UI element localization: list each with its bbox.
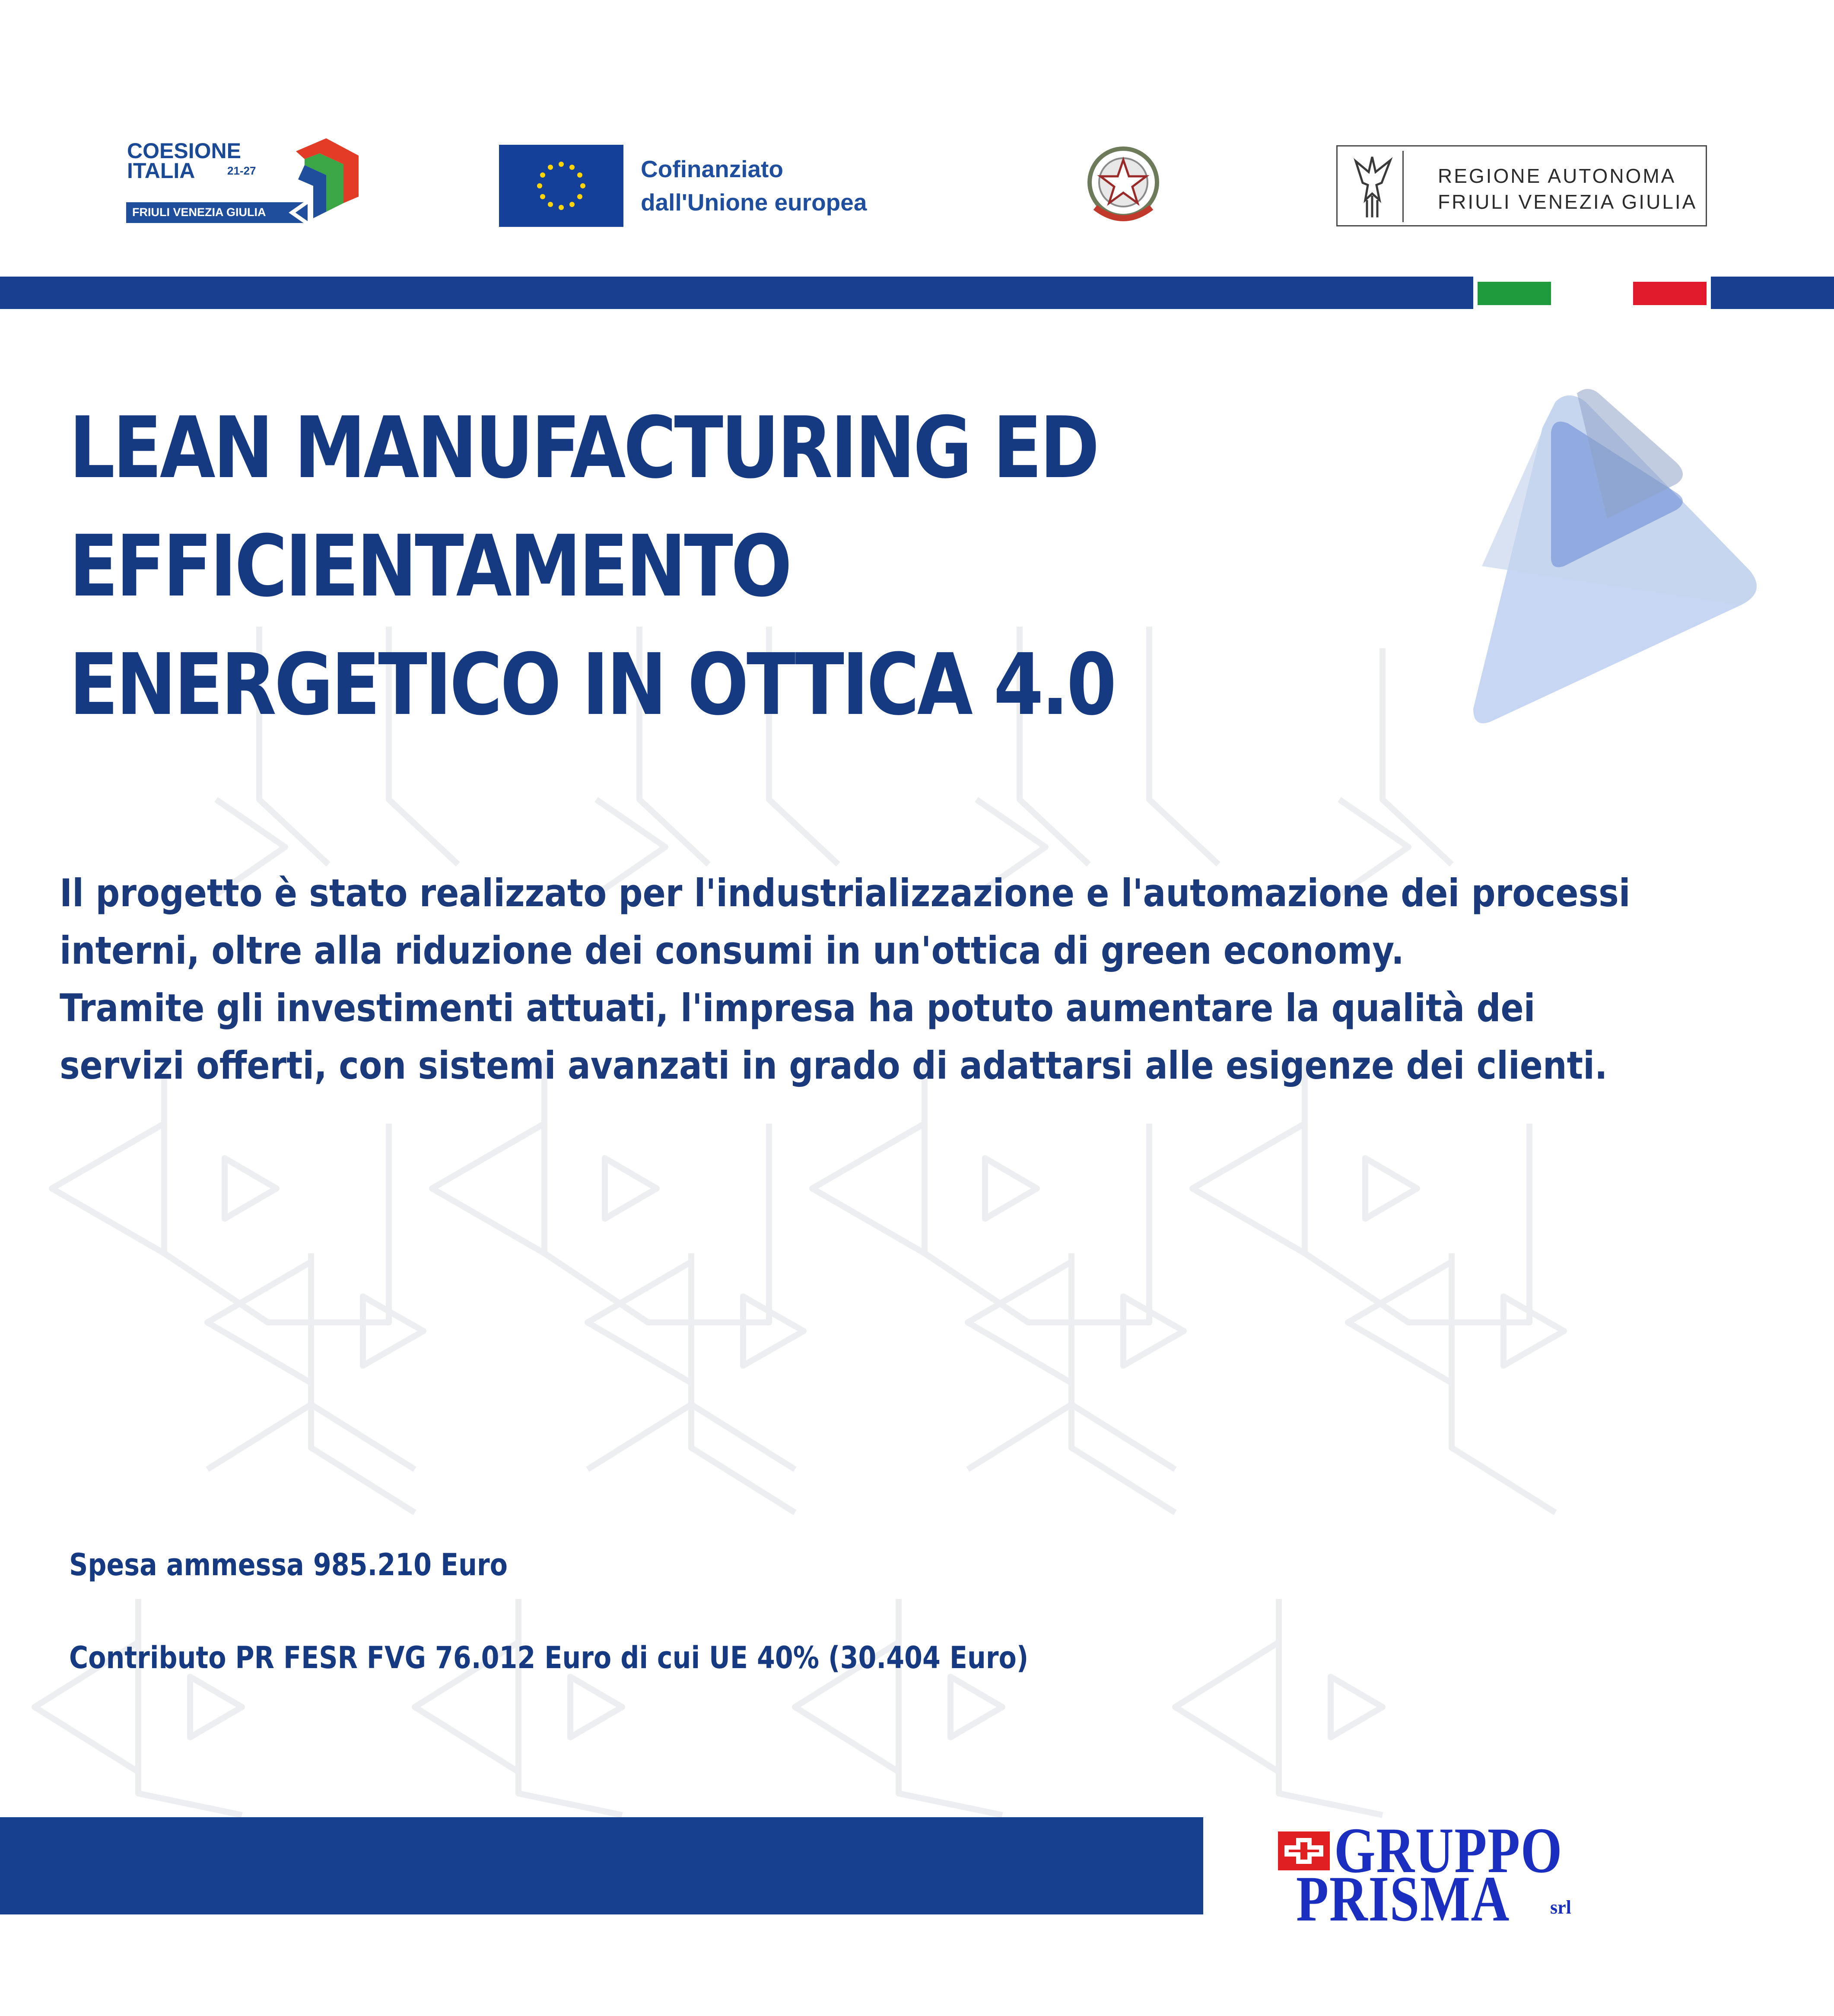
- eligible-expense: Spesa ammessa 985.210 Euro: [69, 1547, 508, 1583]
- title-line: EFFICIENTAMENTO: [69, 517, 790, 616]
- italian-republic-emblem: [1082, 143, 1164, 229]
- fvg-text-line1: REGIONE AUTONOMA: [1438, 165, 1676, 187]
- coesione-title: COESIONE ITALIA: [127, 139, 241, 183]
- company-name-line1: GRUPPO: [1334, 1815, 1563, 1886]
- project-description: [60, 864, 1631, 1094]
- fvg-text-line2: FRIULI VENEZIA GIULIA: [1438, 191, 1697, 213]
- coesione-years: 21-27: [227, 164, 256, 177]
- title-line: LEAN MANUFACTURING ED: [69, 399, 1098, 497]
- coesione-italia-logo: [125, 138, 376, 229]
- coesione-region-label: FRIULI VENEZIA GIULIA: [132, 206, 266, 219]
- eagle-icon: [1347, 153, 1398, 220]
- eu-text-line2: dall'Unione europea: [641, 189, 867, 216]
- company-suffix: srl: [1550, 1897, 1571, 1918]
- coesione-region-bar: [126, 202, 308, 223]
- contribution-amount: Contributo PR FESR FVG 76.012 Euro di cui UE 40% (30.404 Euro): [69, 1640, 1029, 1675]
- paragraph-line: Il progetto è stato realizzato per l'industrializzazione e l'automazione dei processi: [60, 871, 1631, 915]
- coesione-chevron-icon: [284, 199, 315, 226]
- paragraph-line: interni, oltre alla riduzione dei consumi in un'ottica di green economy.: [60, 928, 1404, 973]
- company-name-line2: PRISMA: [1296, 1863, 1510, 1935]
- eu-flag-icon: [499, 145, 623, 227]
- decorative-triangle: [1465, 376, 1776, 730]
- flag-red: [1633, 282, 1707, 305]
- regione-fvg-logo: [1336, 145, 1707, 226]
- paragraph-line: Tramite gli investimenti attuati, l'impresa ha potuto aumentare la qualità dei: [60, 986, 1535, 1030]
- fvg-divider: [1402, 151, 1404, 222]
- eu-cofinanced-text: [641, 153, 867, 219]
- bottom-band: [0, 1817, 1203, 1914]
- fvg-text: [1438, 163, 1697, 215]
- title-line: ENERGETICO IN OTTICA 4.0: [69, 636, 1115, 734]
- flag-white: [1555, 282, 1629, 305]
- page-title: [69, 389, 1171, 744]
- italian-flag-stripes: [1473, 277, 1711, 309]
- gruppo-prisma-logo: [1274, 1815, 1654, 1935]
- paragraph-line: servizi offerti, con sistemi avanzati in grado di adattarsi alle esigenze dei clienti.: [60, 1043, 1608, 1088]
- eu-cofinanced-logo: [499, 145, 931, 227]
- eu-text-line1: Cofinanziato: [641, 156, 783, 182]
- flag-green: [1478, 282, 1551, 305]
